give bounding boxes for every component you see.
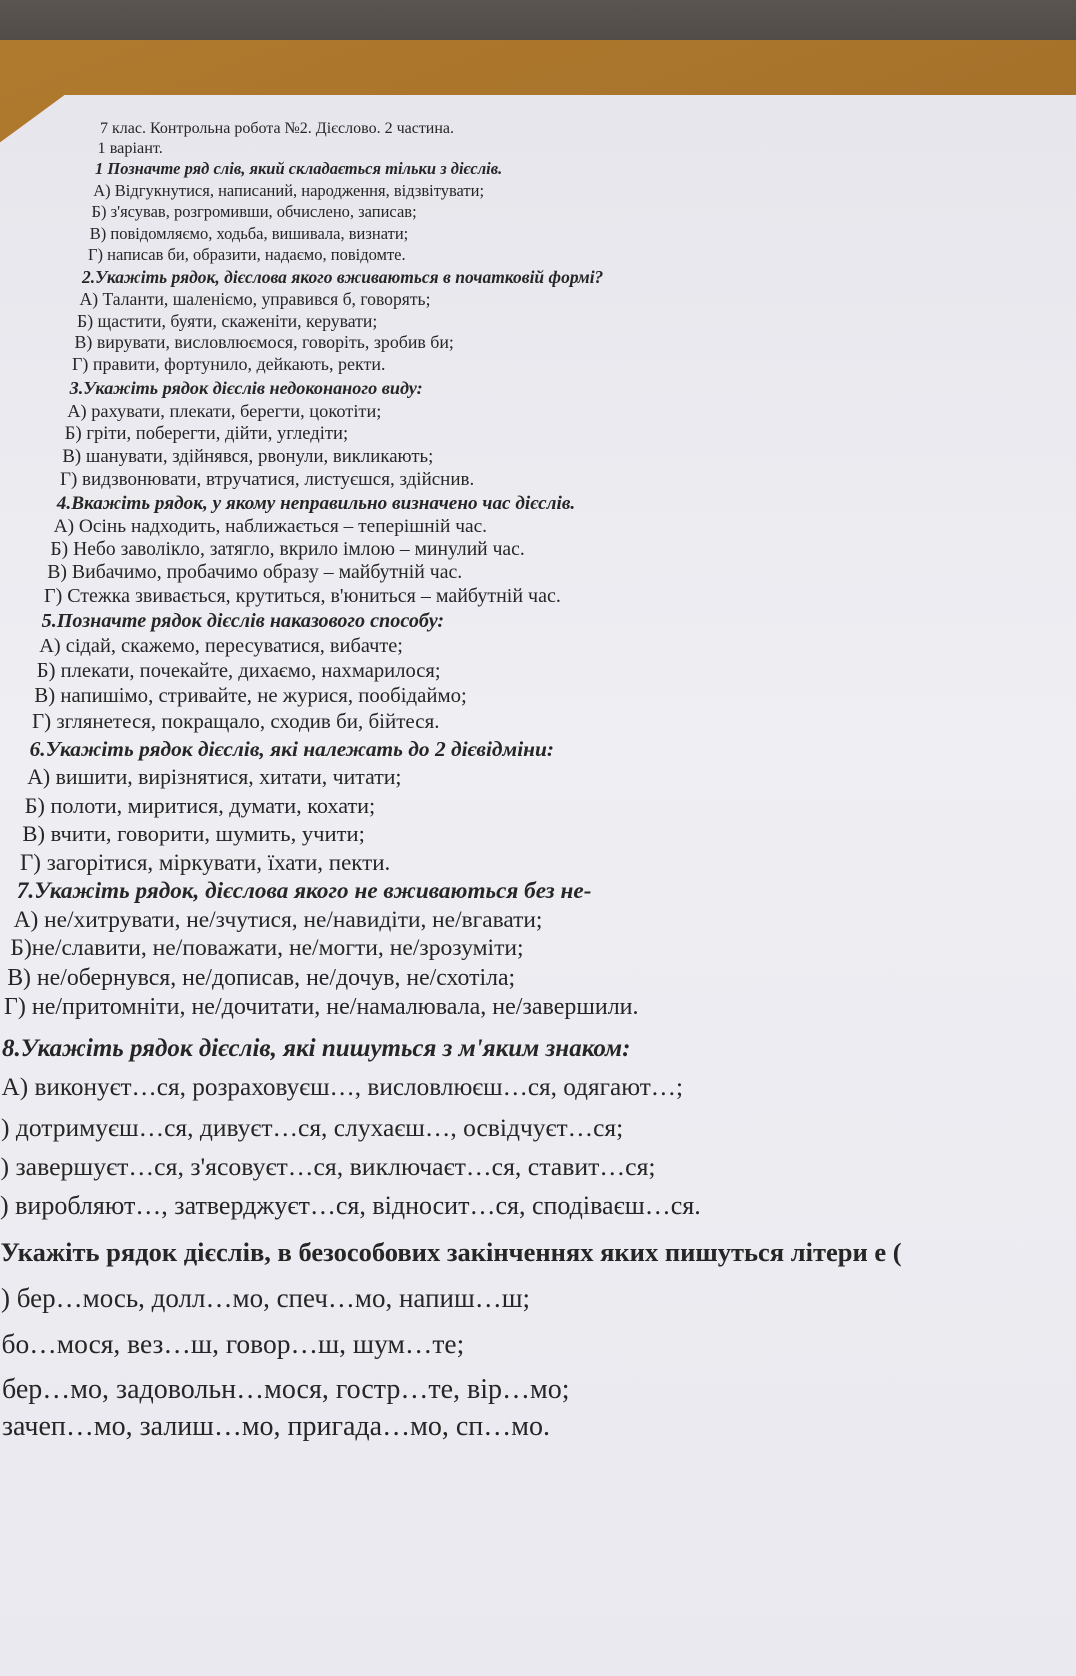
question-8-option-3: ) завершуєт…ся, з'ясовуєт…ся, виключаєт…ся, ставит…ся; — [0, 1151, 656, 1181]
question-6-option-3: В) вчити, говорити, шумить, учити; — [22, 821, 365, 846]
question-4-option-2: Б) Небо заволікло, затягло, вкрило імлою – минулий час. — [50, 539, 525, 560]
question-6-text: 6.Укажіть рядок дієслів, які належать до 2 дієвідміни: — [29, 737, 555, 761]
question-9-option-2: бо…мося, вез…ш, говор…ш, шум…те; — [1, 1328, 465, 1360]
worksheet-title: 7 клас. Контрольна робота №2. Дієслово. 2 частина. — [100, 120, 455, 137]
question-9-option-1: ) бер…мось, долл…мо, спеч…мо, напиш…ш; — [1, 1282, 531, 1313]
question-2-option-1: А) Таланти, шаленіємо, управився б, говорять; — [79, 288, 431, 309]
question-9-option-4: зачеп…мо, залиш…мо, пригада…мо, сп…мо. — [2, 1411, 550, 1442]
question-3-option-4: Г) видзвонювати, втручатися, листуєшся, здійснив. — [60, 469, 475, 490]
question-2-text: 2.Укажіть рядок, дієслова якого вживаються в початковій формі? — [82, 267, 604, 287]
question-4-option-3: В) Вибачимо, пробачимо образу – майбутній час. — [47, 561, 463, 583]
question-3-text: 3.Укажіть рядок дієслів недоконаного виду: — [69, 378, 423, 398]
question-2-option-2: Б) щастити, буяти, скаженіти, керувати; — [77, 310, 378, 331]
question-7-option-3: В) не/обернувся, не/дописав, не/дочув, не/схотіла; — [7, 965, 516, 992]
question-1-option-1: А) Відгукнутися, написаний, народження, відзвітувати; — [93, 180, 485, 200]
question-5-option-1: А) сідай, скажемо, пересуватися, вибачте; — [39, 635, 403, 657]
question-1-option-4: Г) написав би, образити, надаємо, повідомте. — [88, 245, 406, 264]
question-6-option-2: Б) полоти, миритися, думати, кохати; — [24, 793, 376, 818]
question-4-option-4: Г) Стежка звивається, крутиться, в'юниться – майбутній час. — [44, 585, 561, 607]
question-4-text: 4.Вкажіть рядок, у якому неправильно визначено час дієслів. — [56, 493, 576, 514]
variant-label: 1 варіант. — [97, 139, 163, 157]
question-7-option-4: Г) не/притомніти, не/дочитати, не/намалювала, не/завершили. — [4, 994, 639, 1020]
question-1-option-3: В) повідомляємо, ходьба, вишивала, визнати; — [89, 223, 409, 243]
question-3-option-1: А) рахувати, плекати, берегти, цокотіти; — [67, 401, 382, 421]
question-8-option-1: А) виконуєт…ся, розраховуєш…, висловлюєш…ся, одягают…; — [1, 1073, 684, 1102]
question-8-text: 8.Укажіть рядок дієслів, які пишуться з м'яким знаком: — [2, 1035, 631, 1062]
question-5-option-4: Г) зглянетеся, покращало, сходив би, бійтеся. — [32, 709, 440, 733]
question-5-text: 5.Позначте рядок дієслів наказового способу: — [41, 610, 445, 632]
question-7-text: 7.Укажіть рядок, дієслова якого не вживаються без не- — [16, 877, 592, 904]
question-7-option-1: А) не/хитрувати, не/зчутися, не/навидіти, не/вгавати; — [13, 906, 543, 933]
question-5-option-3: В) напишімо, стривайте, не журися, пообідаймо; — [34, 684, 467, 707]
question-1-text: 1 Позначте ряд слів, який складається тільки з дієслів. — [95, 159, 503, 178]
question-6-option-4: Г) загорітися, міркувати, їхати, пекти. — [20, 850, 391, 875]
question-5-option-2: Б) плекати, почекайте, дихаємо, нахмарилося; — [36, 660, 441, 682]
question-6-option-1: А) вишити, вирізнятися, хитати, читати; — [27, 765, 402, 789]
question-2-option-3: В) вирувати, висловлюємося, говоріть, зробив би; — [74, 332, 454, 353]
question-4-option-1: А) Осінь надходить, наближається – теперішній час. — [53, 516, 488, 537]
question-7-option-2: Б)не/славити, не/поважати, не/могти, не/зрозуміти; — [10, 935, 524, 962]
question-3-option-2: Б) гріти, поберегти, дійти, угледіти; — [64, 423, 349, 444]
question-8-option-4: ) виробляют…, затверджуєт…ся, відносит…ся, сподіваєш…ся. — [0, 1191, 701, 1220]
question-1-option-2: Б) з'ясував, розгромивши, обчислено, записав; — [91, 202, 417, 221]
question-2-option-4: Г) правити, фортунило, дейкають, ректи. — [72, 354, 386, 374]
question-8-option-2: ) дотримуєш…ся, дивуєт…ся, слухаєш…, освідчуєт…ся; — [1, 1112, 624, 1142]
question-9-option-3: бер…мо, задовольн…мося, гостр…те, вір…мо; — [2, 1374, 570, 1405]
question-3-option-3: В) шанувати, здійнявся, рвонули, викликають; — [62, 446, 434, 467]
question-9-text: Укажіть рядок дієслів, в безособових закінченнях яких пишуться літери е ( — [0, 1236, 902, 1267]
